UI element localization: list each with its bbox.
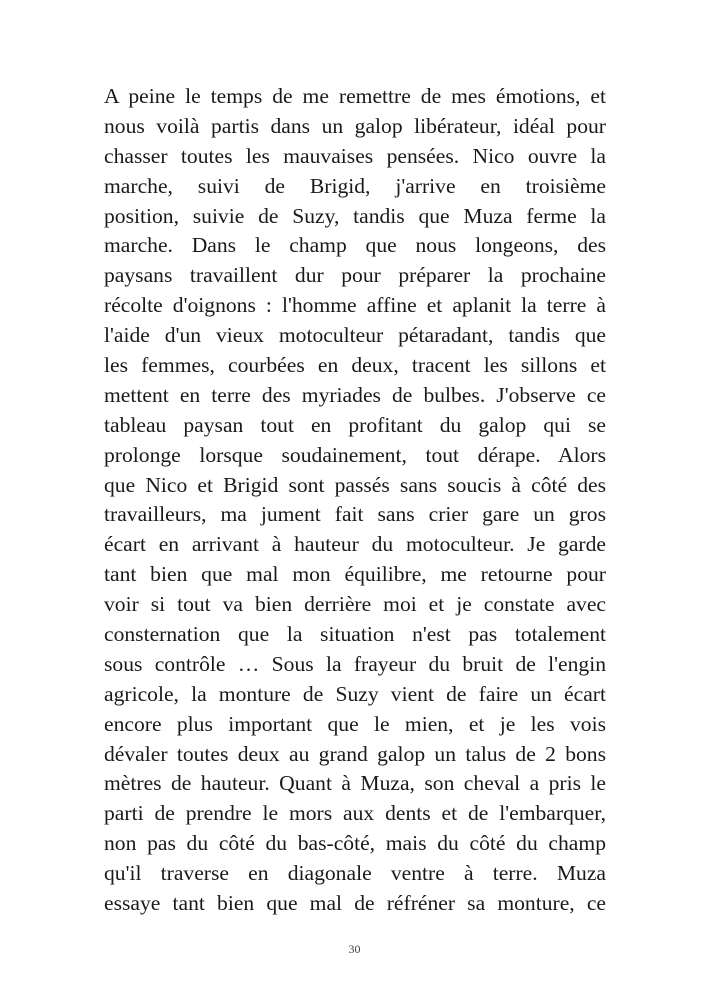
- text-line: A peine le temps de me remettre de mes émotions, et: [104, 84, 606, 108]
- text-line: paysans travaillent dur pour préparer la prochaine: [104, 263, 606, 288]
- text-line: marche. Dans le champ que nous longeons, des: [104, 233, 606, 258]
- text-line: marche, suivi de Brigid, j'arrive en troisième: [104, 173, 606, 198]
- text-line: position, suivie de Suzy, tandis que Muza ferme la: [104, 203, 606, 228]
- text-line: tant bien que mal mon équilibre, me retourne pour: [104, 562, 606, 587]
- text-line: travailleurs, ma jument fait sans crier gare un gros: [104, 502, 606, 527]
- text-line: voir si tout va bien derrière moi et je constate avec: [104, 592, 606, 617]
- text-line: sous contrôle … Sous la frayeur du bruit de l'engin: [104, 651, 606, 676]
- page-number: 30: [348, 942, 361, 956]
- text-line: que Nico et Brigid sont passés sans soucis à côté des: [104, 472, 606, 497]
- text-line: écart en arrivant à hauteur du motoculteur. Je garde: [104, 532, 606, 557]
- text-line: prolonge lorsque soudainement, tout dérape. Alors: [104, 442, 606, 467]
- text-line: dévaler toutes deux au grand galop un talus de 2 bons: [104, 741, 606, 766]
- text-line: qu'il traverse en diagonale ventre à terre. Muza: [104, 861, 606, 886]
- text-line: essaye tant bien que mal de réfréner sa monture, ce: [104, 891, 606, 916]
- text-line: chasser toutes les mauvaises pensées. Nico ouvre la: [104, 143, 606, 168]
- text-line: encore plus important que le mien, et je les vois: [104, 711, 606, 736]
- text-line: mettent en terre des myriades de bulbes. J'observe ce: [104, 382, 606, 407]
- text-line: l'aide d'un vieux motoculteur pétaradant, tandis que: [104, 323, 606, 348]
- text-line: tableau paysan tout en profitant du galop qui se: [104, 412, 606, 437]
- text-line: non pas du côté du bas-côté, mais du côté du champ: [104, 831, 606, 856]
- text-line: les femmes, courbées en deux, tracent les sillons et: [104, 353, 606, 378]
- text-line: récolte d'oignons : l'homme affine et aplanit la terre à: [104, 293, 606, 318]
- text-line: consternation que la situation n'est pas totalement: [104, 622, 606, 647]
- body-paragraph: [104, 82, 606, 919]
- text-line: parti de prendre le mors aux dents et de l'embarquer,: [104, 801, 606, 826]
- text-line: agricole, la monture de Suzy vient de faire un écart: [104, 681, 606, 706]
- text-line: mètres de hauteur. Quant à Muza, son cheval a pris le: [104, 771, 606, 796]
- text-line: nous voilà partis dans un galop libérateur, idéal pour: [104, 113, 606, 138]
